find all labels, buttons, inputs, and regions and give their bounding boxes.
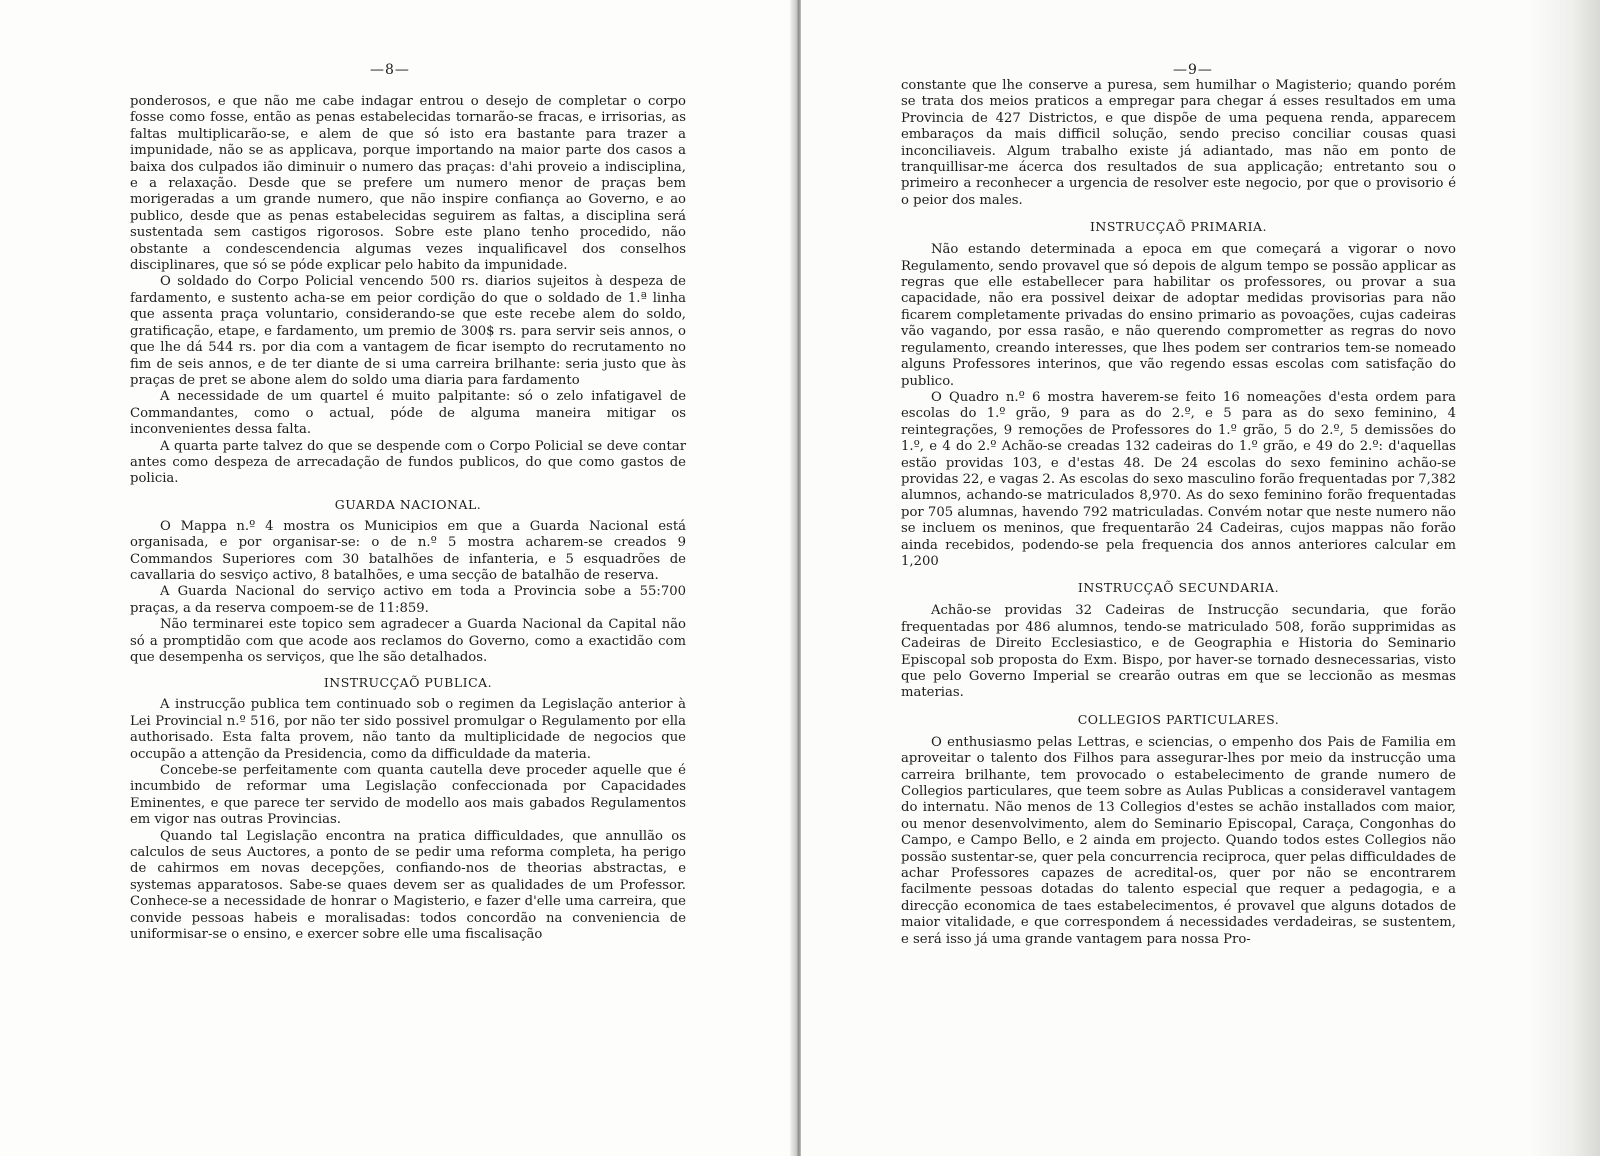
right-page-number: —9— xyxy=(1173,62,1213,78)
body-paragraph: A Guarda Nacional do serviço activo em toda a Provincia sobe a 55:700 praças, a da reserva compoem-se de 11:859. xyxy=(130,584,686,616)
body-paragraph: constante que lhe conserve a puresa, sem humilhar o Magisterio; quando porém se trata dos meios praticos a empregar para chegar á esses resultados em uma Provincia de 427 Districtos, e que dispõe de uma pequena renda, apparecem embaraços da mais difficil solução, sendo preciso conciliar cousas quasi inconciliaveis. Algum trabalho existe já adiantado, mas não em ponto de tranquillisar-me ácerca dos resultados de sua applicação; entretanto sou o primeiro a reconhecer a urgencia de resolver este negocio, por que o provisorio é o peior dos males. xyxy=(901,78,1456,208)
left-page-number: —8— xyxy=(370,62,410,78)
body-paragraph: A instrucção publica tem continuado sob o regimen da Legislação anterior à Lei Provincial n.º 516, por não ter sido possivel promulgar o Regulamento por ella authorisado. Esta falta provem, não tanto da multiplicidade de negocios que occupão a attenção da Presidencia, como da difficuldade da materia. xyxy=(130,697,686,762)
left-page xyxy=(0,0,795,1156)
right-text-column xyxy=(901,78,1456,948)
body-paragraph: Quando tal Legislação encontra na pratica difficuldades, que annullão os calculos de seus Auctores, a ponto de se pedir uma reforma completa, ha perigo de cahirmos em novas decepções, confiando-nos de theorias abstractas, e systemas apparatosos. Sabe-se quaes devem ser as qualidades de um Professor. Conhece-se a necessidade de honrar o Magisterio, e fazer d'elle uma carreira, que convide pessoas habeis e moralisadas: todos concordão na conveniencia de uniformisar-se o ensino, e exercer sobre elle uma fiscalisação xyxy=(130,828,686,943)
left-text-column xyxy=(130,94,686,944)
section-heading: INSTRUCÇAÕ PRIMARIA. xyxy=(1089,219,1268,235)
section-heading: INSTRUCÇAÕ PUBLICA. xyxy=(323,675,493,691)
body-paragraph: ponderosos, e que não me cabe indagar entrou o desejo de completar o corpo fosse como fosse, então as penas estabelecidas tornarão-se fracas, e irrisorias, as faltas multiplicarão-se, e alem de que só isto era bastante para trazer a impunidade, não se as applicava, porque importando na maior parte dos casos a baixa dos culpados ião diminuir o numero das praças: d'ahi proveio a indisciplina, e a relaxação. Desde que se prefere um numero menor de praças bem morigeradas a um grande numero, que não inspire confiança ao Governo, e ao publico, desde que as penas estabelecidas seguirem as faltas, a disciplina será sustentada sem castigos rigorosos. Sobre este plano tenho procedido, não obstante a condescendencia algumas vezes inqualificavel dos conselhos disciplinares, que só se póde explicar pelo habito da impunidade. xyxy=(130,94,686,274)
body-paragraph: A quarta parte talvez do que se despende com o Corpo Policial se deve contar antes como despeza de arrecadação de fundos publicos, do que como gastos de policia. xyxy=(130,438,686,487)
section-heading: INSTRUCÇAÕ SECUNDARIA. xyxy=(1077,580,1280,596)
body-paragraph: O soldado do Corpo Policial vencendo 500 rs. diarios sujeitos à despeza de fardamento, e sustento acha-se em peior cordição do que o soldado de 1.ª linha que assenta praça voluntario, considerando-se que este recebe alem do soldo, gratificação, etape, e fardamento, um premio de 300$ rs. para servir seis annos, o que lhe dá 544 rs. por dia com a vantagem de ficar isempto do recrutamento no fim de seis annos, e de ter diante de si uma carreira brilhante: seria justo que às praças de pret se abone alem do soldo uma diaria para fardamento xyxy=(130,274,686,388)
body-paragraph: O Mappa n.º 4 mostra os Municipios em que a Guarda Nacional está organisada, e por organisar-se: o de n.º 5 mostra acharem-se creados 9 Commandos Superiores com 30 batalhões de infanteria, e 5 esquadrões de cavallaria do sesviço activo, 8 batalhões, e uma secção de batalhão de reserva. xyxy=(130,518,686,583)
body-paragraph: A necessidade de um quartel é muito palpitante: só o zelo infatigavel de Commandantes, como o actual, póde de alguma maneira mitigar os inconvenientes dessa falta. xyxy=(130,389,686,438)
body-paragraph: Achão-se providas 32 Cadeiras de Instrucção secundaria, que forão frequentadas por 486 alumnos, tendo-se matriculado 508, forão supprimidas as Cadeiras de Direito Ecclesiastico, e de Geographia e Historia do Seminario Episcopal sob proposta do Exm. Bispo, por haver-se tornado desnecessarias, visto que pelo Governo Imperial se crearão outras em que se leccionão as mesmas materias. xyxy=(901,603,1456,701)
body-paragraph: Concebe-se perfeitamente com quanta cautella deve proceder aquelle que é incumbido de reformar uma Legislação confeccionada por Capacidades Eminentes, e que parece ter servido de modello aos mais gabados Regulamentos em vigor nas outras Provincias. xyxy=(130,763,686,828)
right-page xyxy=(801,0,1600,1156)
body-paragraph: Não terminarei este topico sem agradecer a Guarda Nacional da Capital não só a promptidão com que acode aos reclamos do Governo, como a exactidão com que desempenha os serviços, que lhe são detalhados. xyxy=(130,617,686,665)
page-edge-shadow xyxy=(1530,0,1600,1156)
section-heading: COLLEGIOS PARTICULARES. xyxy=(1077,711,1280,727)
body-paragraph: Não estando determinada a epoca em que começará a vigorar o novo Regulamento, sendo provavel que só depois de algum tempo se possão applicar as regras que elle estabellecer para habilitar os professores, ou provar a sua capacidade, não era possivel deixar de adoptar medidas provisorias para não ficarem completamente privadas do ensino primario as povoações, cujas cadeiras vão vagando, por essa rasão, e não querendo comprometter as regras do novo regulamento, creando interesses, que lhes podem ser contrarios tem-se nomeado alguns Professores interinos, que vão regendo essas escolas com satisfação do publico. xyxy=(901,242,1456,389)
body-paragraph: O Quadro n.º 6 mostra haverem-se feito 16 nomeações d'esta ordem para escolas do 1.º grão, 9 para as do 2.º, e 5 para as do sexo feminino, 4 reintegrações, 9 remoções de Professores do 1.º grão, 5 do 2.º, 5 demissões do 1.º, e 4 do 2.º Achão-se creadas 132 cadeiras do 1.º grão, e 49 do 2.º: d'aquellas estão providas 103, e d'estas 48. De 24 escolas do sexo feminino achão-se providas 22, e vagas 2. As escolas do sexo masculino forão frequentadas por 7,382 alumnos, achando-se matriculados 8,970. As do sexo feminino forão frequentadas por 705 alumnas, havendo 792 matriculadas. Convém notar que neste numero não se incluem os meninos, que frequentarão 24 Cadeiras, cujos mappas não forão ainda recebidos, podendo-se pela frequencia dos annos anteriores calcular em 1,200 xyxy=(901,389,1456,569)
section-heading: GUARDA NACIONAL. xyxy=(334,496,482,512)
body-paragraph: O enthusiasmo pelas Lettras, e sciencias, o empenho dos Pais de Familia em aproveitar o talento dos Filhos para assegurar-lhes por meio da instrucção uma carreira brilhante, tem provocado o estabelecimento de grande numero de Collegios particulares, que teem sobre as Aulas Publicas a consideravel vantagem do internatu. Não menos de 13 Collegios d'estes se achão installados com maior, ou menor desenvolvimento, alem do Seminario Episcopal, Caraça, Congonhas do Campo, e Campo Bello, e 2 ainda em projecto. Quando todos estes Collegios não possão sustentar-se, quer pela concurrencia reciproca, quer pelas difficuldades de achar Professores capazes de acredital-os, quer por não se encontrarem facilmente pessoas dotadas do talento especial que requer a pedagogia, e a direcção economica de taes estabelecimentos, é provavel que alguns dotados de maior vitalidade, e que correspondem á necessidades verdadeiras, se sustentem, e será isso já uma grande vantagem para nossa Pro- xyxy=(901,734,1456,947)
